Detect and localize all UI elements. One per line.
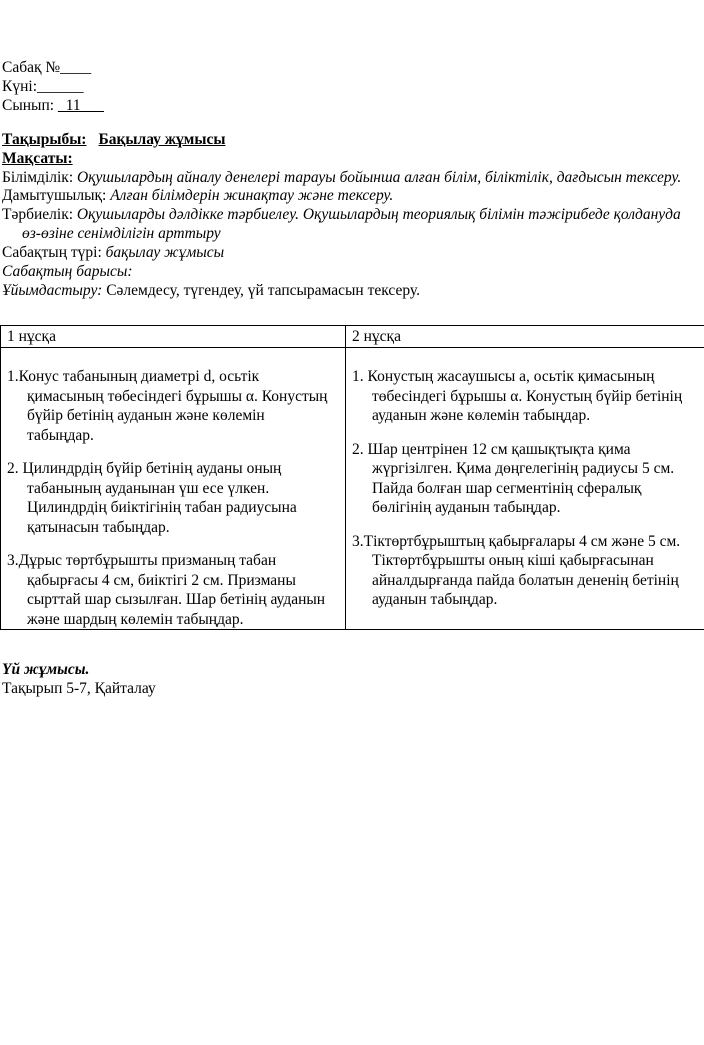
table-body-row xyxy=(1,348,704,630)
goals-title: Мақсаты: xyxy=(2,150,73,167)
lesson-type-label: Сабақтың түрі: xyxy=(2,244,106,261)
class-line xyxy=(2,96,104,115)
lesson-number: Сабақ №____ xyxy=(2,59,92,76)
goal-educational-text: Оқушылардың айналу денелері тарауы бойынша алған білім, біліктілік, дағдысын тексеру. xyxy=(77,169,682,186)
task-line: 1. Конустың жасаушысы а, осьтік қимасының xyxy=(352,368,655,385)
variant-1-cell xyxy=(1,348,346,630)
lesson-type xyxy=(2,243,224,262)
variant-1-task-2 xyxy=(1,459,345,537)
task-line: табанының ауданынан үш есе үлкен. xyxy=(27,479,270,497)
goal-upbringing xyxy=(2,205,681,224)
variant-2-task-3 xyxy=(346,532,704,610)
task-line: қатынасын табыңдар. xyxy=(27,518,170,536)
goal-developing-label: Дамытушылық: xyxy=(2,187,111,204)
variant-2-task-1 xyxy=(346,367,704,426)
task-line: 3.Тіктөртбұрыштың қабырғалары 4 см және 5 см. xyxy=(352,532,681,550)
organization-line xyxy=(2,281,420,300)
task-line: ауданын және көлемін табыңдар. xyxy=(372,407,591,424)
lesson-course: Сабақтың барысы: xyxy=(2,263,133,280)
task-line: төбесіндегі бұрышы α. Конустың бүйір бетінің xyxy=(372,387,683,405)
task-line: және шардың көлемін табыңдар. xyxy=(27,610,244,628)
variant-1-header: 1 нұсқа xyxy=(1,326,346,348)
goal-upbringing-label: Тәрбиелік: xyxy=(2,206,77,223)
task-line: Тіктөртбұрышты оның кіші қабырғасынан xyxy=(372,552,654,569)
class-value: _11___ xyxy=(57,97,104,114)
variants-table xyxy=(0,325,704,630)
homework-text: Тақырып 5-7, Қайталау xyxy=(2,680,156,697)
goal-educational-label: Білімділік: xyxy=(2,169,78,186)
goal-developing xyxy=(2,186,393,205)
goal-upbringing-text-2: өз-өзіне сенімділігін арттыру xyxy=(22,225,221,242)
task-line: Пайда болған шар сегментінің сфералық xyxy=(372,479,642,497)
variant-2-cell xyxy=(346,348,704,630)
task-line: 2. Шар центрінен 12 см қашықтықта қима xyxy=(352,440,631,458)
topic-line xyxy=(2,130,225,149)
lesson-type-value: бақылау жұмысы xyxy=(105,244,225,261)
class-label: Сынып: xyxy=(2,97,58,114)
organization-text: Сәлемдесу, түгендеу, үй тапсырамасын тексеру. xyxy=(102,282,420,299)
task-line: бүйір бетінің ауданын және көлемін xyxy=(27,407,265,424)
variant-2-task-2 xyxy=(346,440,704,518)
task-line: бөлігінің ауданын табыңдар. xyxy=(372,499,561,516)
task-line: қимасының төбесіндегі бұрышы α. Конустың xyxy=(27,387,328,405)
task-line: 1.Конус табанының диаметрі d, осьтік xyxy=(7,368,260,385)
variant-1-task-1 xyxy=(1,367,345,445)
table-header-row xyxy=(1,326,704,348)
goal-upbringing-text-1: Оқушыларды дәлдікке тәрбиелеу. Оқушылардың теориялық білімін тәжірибеде қолдануда xyxy=(76,206,681,223)
goal-educational xyxy=(2,168,681,187)
task-line: ауданын табыңдар. xyxy=(372,591,498,608)
task-line: 2. Цилиндрдің бүйір бетінің ауданы оның xyxy=(7,460,282,477)
task-line: 3.Дұрыс төртбұрышты призманың табан xyxy=(7,552,277,569)
organization-label: Ұйымдастыру: xyxy=(2,282,103,299)
variant-2-header: 2 нұсқа xyxy=(346,326,704,348)
task-line: жүргізілген. Қима дөңгелегінің радиусы 5 см. xyxy=(372,460,675,477)
topic-label: Тақырыбы: xyxy=(2,131,87,148)
goal-developing-text: Алған білімдерін жинақтау және тексеру. xyxy=(110,187,394,204)
variant-1-task-3 xyxy=(1,551,345,629)
task-line: табыңдар. xyxy=(27,426,94,444)
lesson-date: Күні:______ xyxy=(2,78,84,95)
task-line: айналдырғанда пайда болатын дененің бетінің xyxy=(372,571,679,589)
task-line: Цилиндрдің биіктігінің табан радиусына xyxy=(27,499,297,516)
homework-title: Үй жұмысы. xyxy=(2,661,90,678)
task-line: қабырғасы 4 см, биіктігі 2 см. Призманы xyxy=(27,571,296,589)
task-line: сырттай шар сызылған. Шар бетінің ауданын xyxy=(27,591,326,608)
topic-value: Бақылау жұмысы xyxy=(98,131,226,148)
